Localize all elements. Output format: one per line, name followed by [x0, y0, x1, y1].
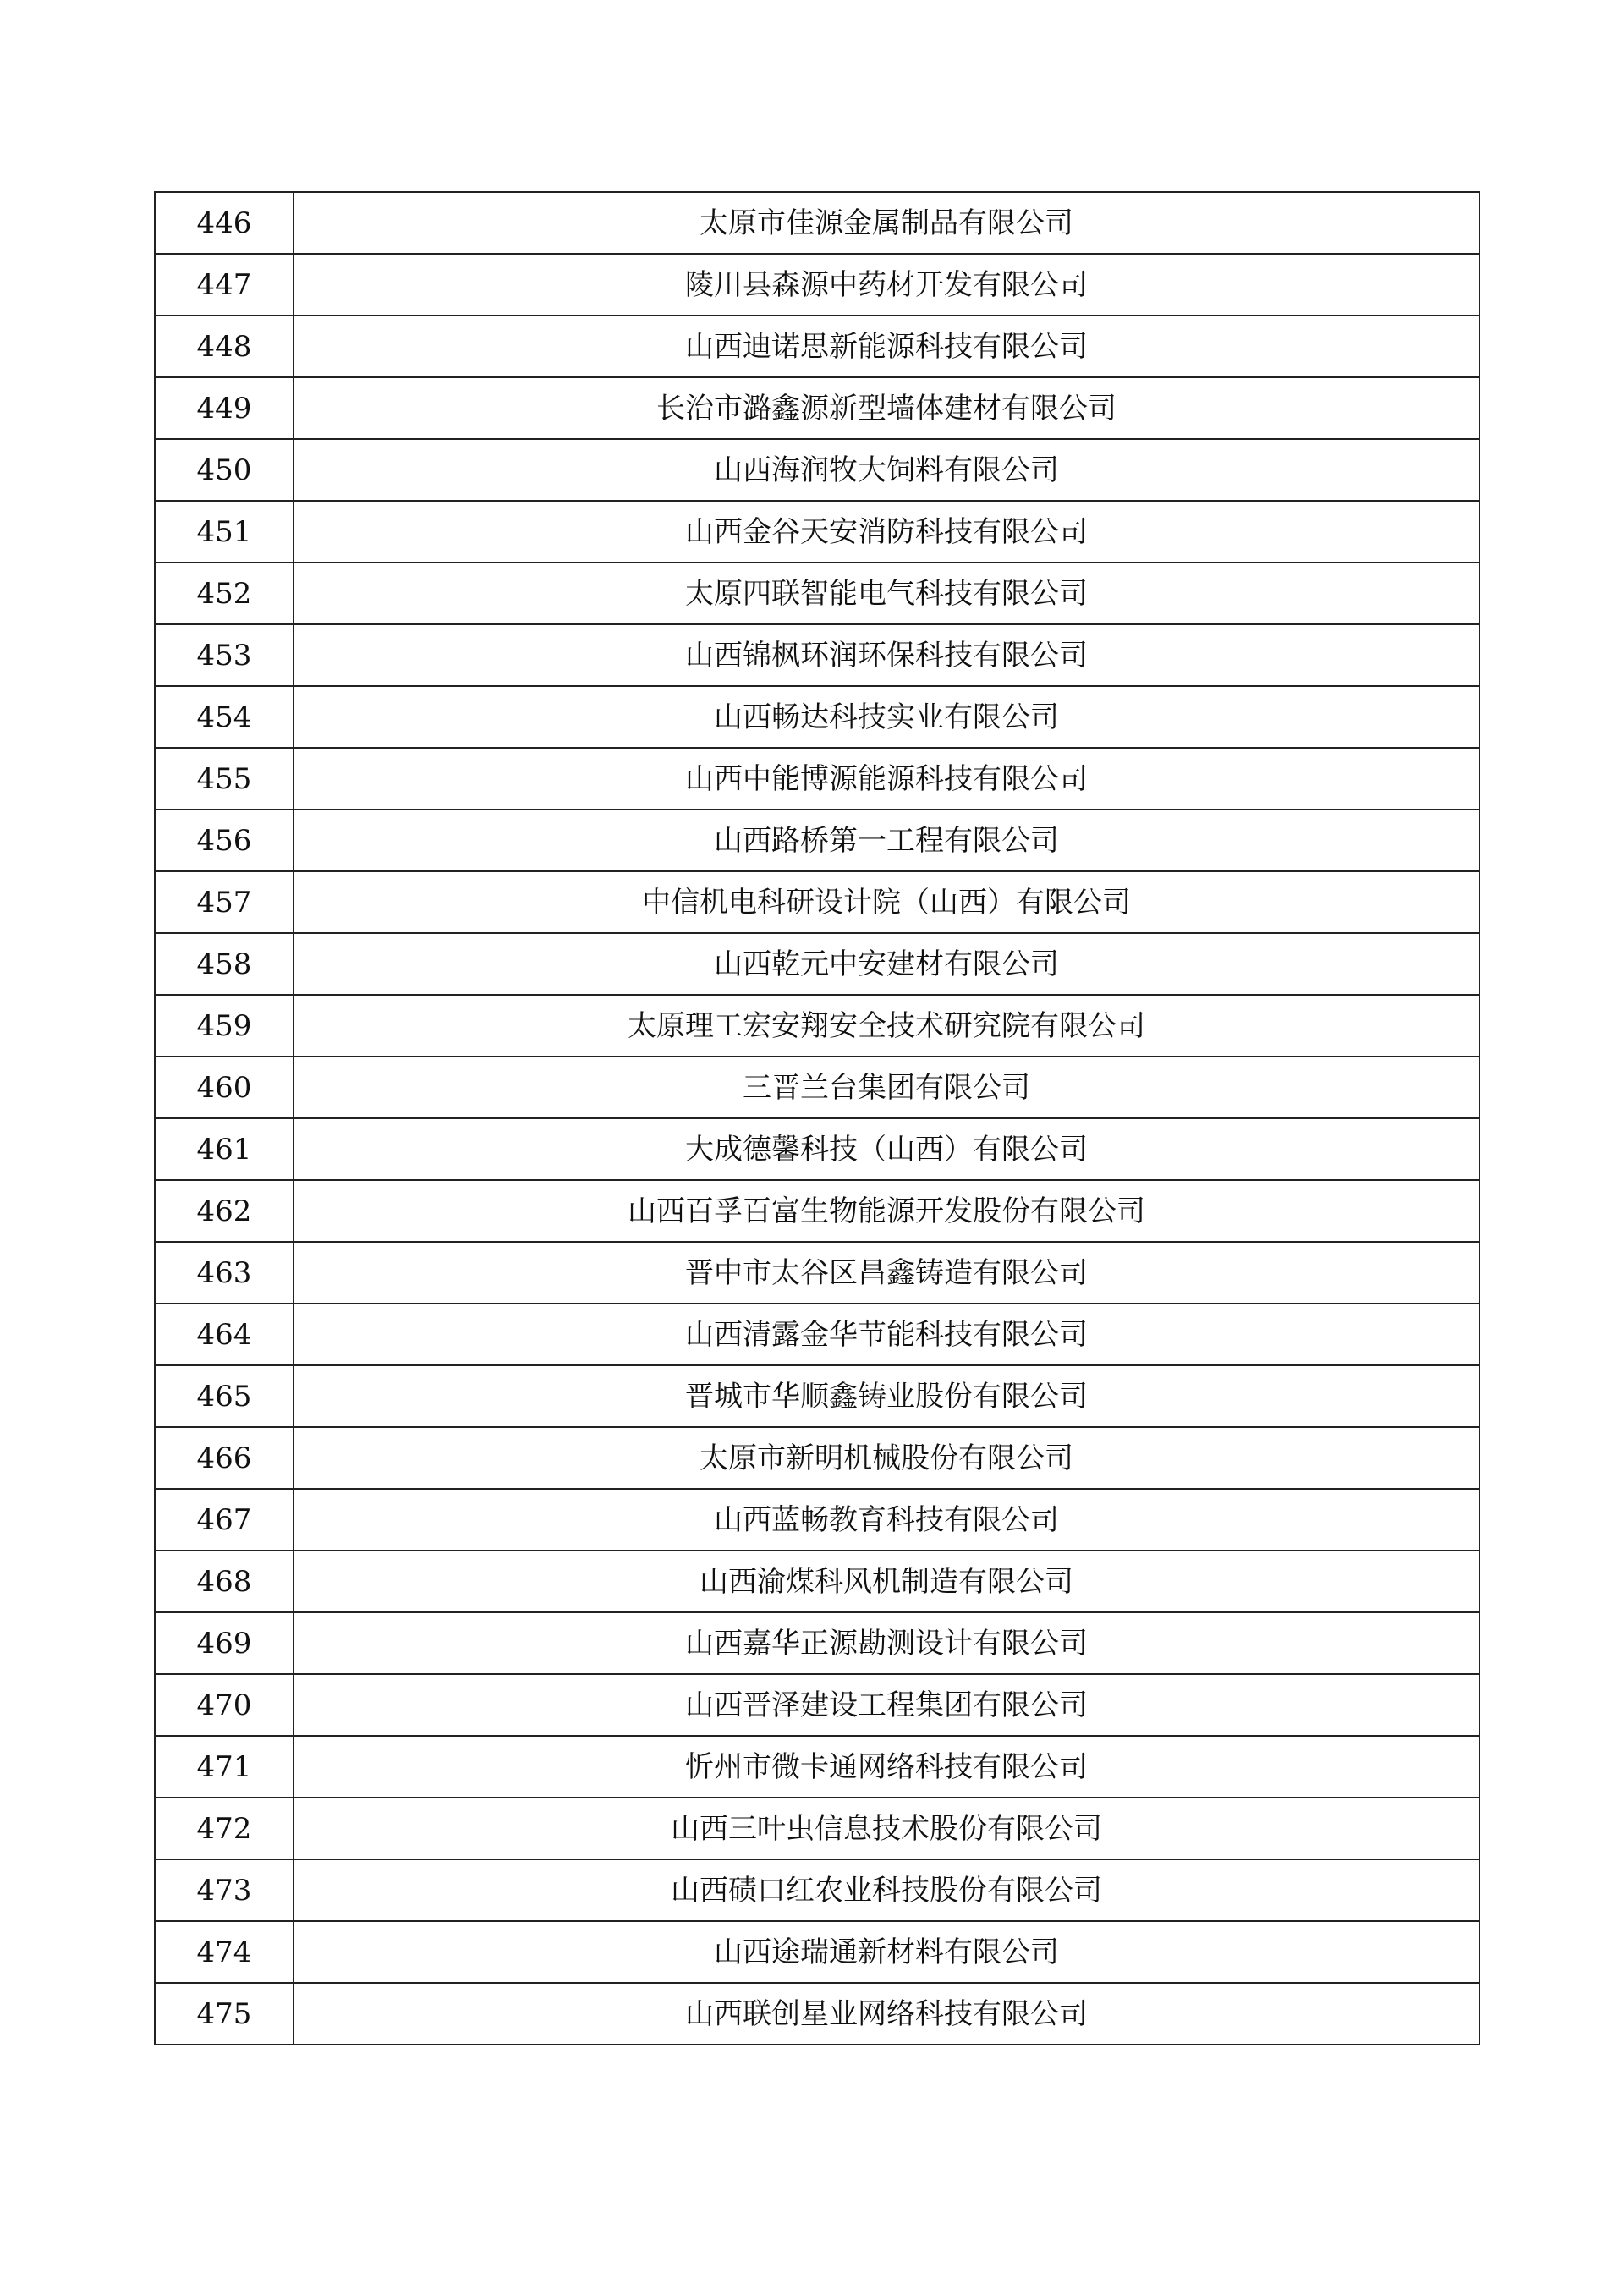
- row-number-cell: 474: [155, 1921, 294, 1983]
- company-name-cell: 山西三叶虫信息技术股份有限公司: [294, 1798, 1479, 1859]
- company-name-cell: 山西海润牧大饲料有限公司: [294, 439, 1479, 501]
- company-name-cell: 太原四联智能电气科技有限公司: [294, 563, 1479, 624]
- table-row: [155, 1057, 1479, 1118]
- table-row: [155, 1242, 1479, 1304]
- table-row: [155, 1674, 1479, 1736]
- company-name-cell: 山西畅达科技实业有限公司: [294, 686, 1479, 748]
- company-name-cell: 山西晋泽建设工程集团有限公司: [294, 1674, 1479, 1736]
- row-number-cell: 467: [155, 1489, 294, 1551]
- company-name-cell: 山西路桥第一工程有限公司: [294, 810, 1479, 871]
- row-number-cell: 459: [155, 995, 294, 1057]
- table-row: [155, 1551, 1479, 1612]
- company-name-cell: 山西渝煤科风机制造有限公司: [294, 1551, 1479, 1612]
- row-number-cell: 454: [155, 686, 294, 748]
- row-number-cell: 471: [155, 1736, 294, 1798]
- company-name-cell: 山西碛口红农业科技股份有限公司: [294, 1859, 1479, 1921]
- table-row: [155, 686, 1479, 748]
- company-list-table: [154, 191, 1480, 2045]
- company-name-cell: 山西中能博源能源科技有限公司: [294, 748, 1479, 810]
- row-number-cell: 452: [155, 563, 294, 624]
- company-name-cell: 山西迪诺思新能源科技有限公司: [294, 316, 1479, 377]
- company-name-cell: 太原市新明机械股份有限公司: [294, 1427, 1479, 1489]
- company-name-cell: 晋城市华顺鑫铸业股份有限公司: [294, 1365, 1479, 1427]
- row-number-cell: 451: [155, 501, 294, 563]
- table-row: [155, 254, 1479, 316]
- row-number-cell: 461: [155, 1118, 294, 1180]
- table-row: [155, 501, 1479, 563]
- table-row: [155, 1736, 1479, 1798]
- table-row: [155, 871, 1479, 933]
- table-row: [155, 1859, 1479, 1921]
- row-number-cell: 447: [155, 254, 294, 316]
- table-row: [155, 995, 1479, 1057]
- row-number-cell: 462: [155, 1180, 294, 1242]
- table-row: [155, 748, 1479, 810]
- table-row: [155, 1427, 1479, 1489]
- row-number-cell: 465: [155, 1365, 294, 1427]
- row-number-cell: 448: [155, 316, 294, 377]
- company-name-cell: 山西嘉华正源勘测设计有限公司: [294, 1612, 1479, 1674]
- company-name-cell: 山西金谷天安消防科技有限公司: [294, 501, 1479, 563]
- row-number-cell: 449: [155, 377, 294, 439]
- company-name-cell: 太原市佳源金属制品有限公司: [294, 192, 1479, 254]
- company-name-cell: 山西途瑞通新材料有限公司: [294, 1921, 1479, 1983]
- table-row: [155, 1921, 1479, 1983]
- table-row: [155, 316, 1479, 377]
- table-row: [155, 439, 1479, 501]
- table-body: [155, 192, 1479, 2045]
- row-number-cell: 464: [155, 1304, 294, 1365]
- company-name-cell: 山西锦枫环润环保科技有限公司: [294, 624, 1479, 686]
- row-number-cell: 470: [155, 1674, 294, 1736]
- row-number-cell: 455: [155, 748, 294, 810]
- company-name-cell: 陵川县森源中药材开发有限公司: [294, 254, 1479, 316]
- row-number-cell: 472: [155, 1798, 294, 1859]
- table-row: [155, 1365, 1479, 1427]
- table-row: [155, 563, 1479, 624]
- row-number-cell: 468: [155, 1551, 294, 1612]
- row-number-cell: 460: [155, 1057, 294, 1118]
- row-number-cell: 453: [155, 624, 294, 686]
- company-name-cell: 中信机电科研设计院（山西）有限公司: [294, 871, 1479, 933]
- table-row: [155, 192, 1479, 254]
- company-name-cell: 长治市潞鑫源新型墙体建材有限公司: [294, 377, 1479, 439]
- row-number-cell: 456: [155, 810, 294, 871]
- company-name-cell: 忻州市微卡通网络科技有限公司: [294, 1736, 1479, 1798]
- company-name-cell: 山西蓝畅教育科技有限公司: [294, 1489, 1479, 1551]
- company-name-cell: 大成德馨科技（山西）有限公司: [294, 1118, 1479, 1180]
- company-name-cell: 山西乾元中安建材有限公司: [294, 933, 1479, 995]
- row-number-cell: 457: [155, 871, 294, 933]
- row-number-cell: 458: [155, 933, 294, 995]
- table-row: [155, 1489, 1479, 1551]
- row-number-cell: 463: [155, 1242, 294, 1304]
- company-name-cell: 山西联创星业网络科技有限公司: [294, 1983, 1479, 2045]
- row-number-cell: 450: [155, 439, 294, 501]
- table-row: [155, 1118, 1479, 1180]
- table-row: [155, 1180, 1479, 1242]
- table-row: [155, 1304, 1479, 1365]
- row-number-cell: 475: [155, 1983, 294, 2045]
- row-number-cell: 469: [155, 1612, 294, 1674]
- company-name-cell: 山西百孚百富生物能源开发股份有限公司: [294, 1180, 1479, 1242]
- table-row: [155, 1612, 1479, 1674]
- company-name-cell: 山西清露金华节能科技有限公司: [294, 1304, 1479, 1365]
- table-row: [155, 1798, 1479, 1859]
- row-number-cell: 466: [155, 1427, 294, 1489]
- table-row: [155, 377, 1479, 439]
- company-name-cell: 晋中市太谷区昌鑫铸造有限公司: [294, 1242, 1479, 1304]
- row-number-cell: 473: [155, 1859, 294, 1921]
- company-name-cell: 太原理工宏安翔安全技术研究院有限公司: [294, 995, 1479, 1057]
- table-row: [155, 624, 1479, 686]
- table-row: [155, 933, 1479, 995]
- company-name-cell: 三晋兰台集团有限公司: [294, 1057, 1479, 1118]
- row-number-cell: 446: [155, 192, 294, 254]
- table-row: [155, 810, 1479, 871]
- table-row: [155, 1983, 1479, 2045]
